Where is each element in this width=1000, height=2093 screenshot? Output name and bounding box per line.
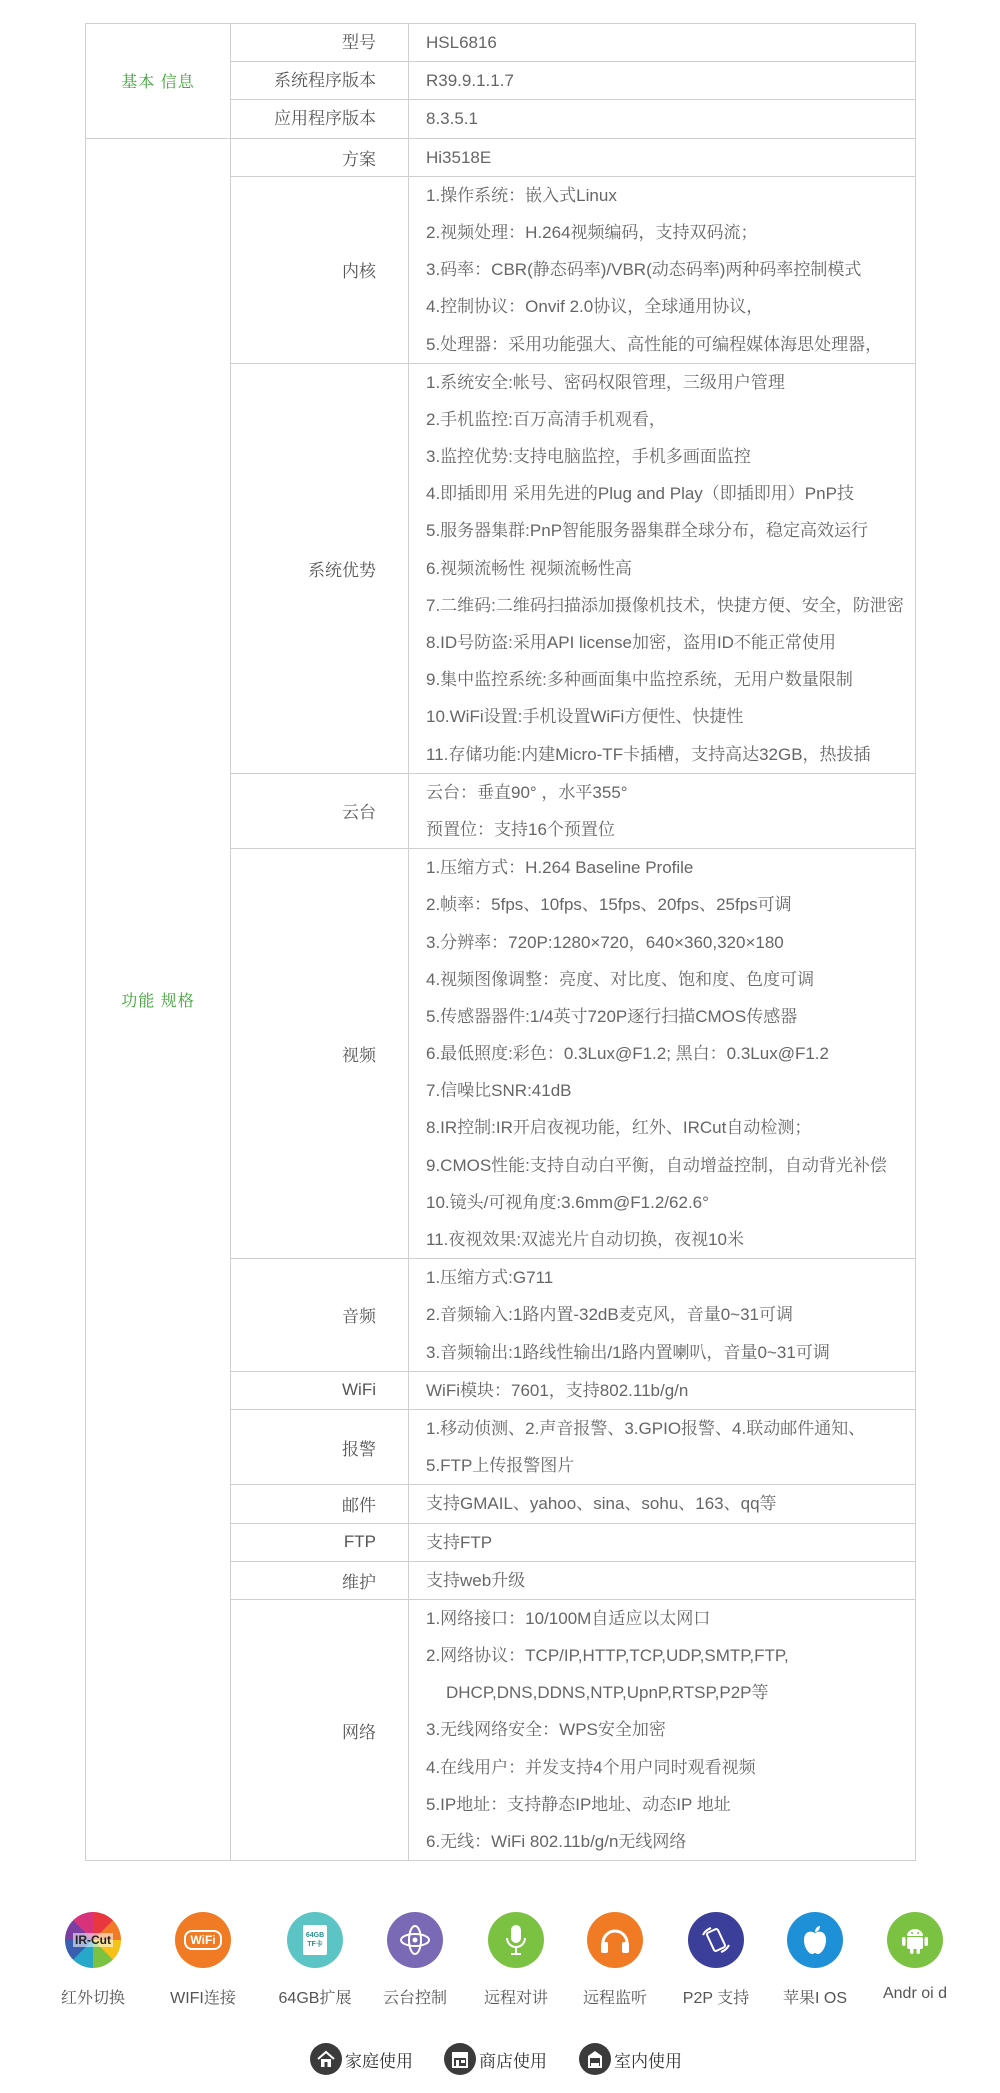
spec-label-text: WiFi [342,1380,376,1400]
spec-value-line: 10.镜头/可视角度:3.6mm@F1.2/62.6° [426,1192,709,1212]
spec-value-line: 8.IR控制:IR开启夜视功能，红外、IRCut自动检测； [426,1118,812,1138]
spec-value [409,24,916,62]
spec-label-text: 系统程序版本 [274,71,376,91]
indoor-icon [579,2043,611,2075]
spec-value-line: 1.压缩方式:G711 [426,1268,554,1288]
spec-value-line: DHCP,DNS,DDNS,NTP,UpnP,RTSP,P2P等 [446,1683,769,1703]
ir-cut-icon-text: IR-Cut [75,1933,111,1947]
spec-label-text: 音频 [342,1307,376,1327]
spec-value [409,1259,916,1372]
feature-label: 苹果I OS [782,1990,847,2007]
spec-label [231,363,409,773]
feature-ios [760,1912,870,2008]
spec-label [231,773,409,848]
spec-label-text: 型号 [342,33,376,52]
spec-value-line: 1.压缩方式：H.264 Baseline Profile [426,858,694,878]
spec-value-line: 2.帧率：5fps、10fps、15fps、20fps、25fps可调 [426,895,792,915]
spec-value-line: 1.网络接口：10/100M自适应以太网口 [426,1608,711,1628]
feature-ptz [360,1912,470,2008]
spec-value [409,1561,916,1599]
feature-android [860,1912,970,2003]
microphone-icon [488,1912,544,1968]
spec-row [86,24,916,62]
spec-label [231,1599,409,1860]
spec-value-line: 支持GMAIL、yahoo、sina、sohu、163、qq等 [426,1494,777,1514]
android-icon [887,1912,943,1968]
spec-value-line: HSL6816 [426,33,497,52]
spec-value [409,100,916,138]
spec-value-line: 1.系统安全:帐号、密码权限管理，三级用户管理 [426,372,785,392]
spec-value-line: 5.FTP上传报警图片 [426,1456,575,1476]
spec-label-text: 维护 [342,1572,376,1592]
ptz-rotate-icon [387,1912,443,1968]
feature-label: 云台控制 [382,1990,447,2007]
spec-value-line: 2.音频输入:1路内置-32dB麦克风，音量0~31可调 [426,1305,794,1325]
spec-value [409,1409,916,1484]
spec-value-line: 2.网络协议：TCP/IP,HTTP,TCP,UDP,SMTP,FTP, [426,1646,789,1666]
use-home [310,2042,413,2076]
spec-value [409,1599,916,1860]
feature-p2p [661,1912,771,2008]
feature-listen [560,1912,670,2008]
headphones-icon [587,1912,643,1968]
spec-value-line: 4.控制协议：Onvif 2.0协议，全球通用协议， [426,297,764,317]
feature-intercom [461,1912,571,2008]
spec-value-line: 3.监控优势:支持电脑监控，手机多画面监控 [426,447,751,467]
spec-value-line: 10.WiFi设置:手机设置WiFi方便性、快捷性 [426,707,744,727]
use-label: 家庭使用 [345,2051,413,2071]
feature-label: 远程监听 [582,1990,647,2007]
spec-label-text: 系统优势 [308,560,376,580]
spec-table [85,23,916,1861]
spec-value-line: 9.CMOS性能:支持自动白平衡，自动增益控制，自动背光补偿 [426,1155,887,1175]
feature-wifi [148,1912,258,2008]
spec-label-text: 视频 [342,1046,376,1066]
spec-label-text: 方案 [342,149,376,169]
spec-label [231,1371,409,1409]
feature-label: Andr oi d [882,1985,948,2002]
spec-value [409,363,916,773]
spec-row [86,138,916,176]
spec-value-line: 2.视频处理：H.264视频编码，支持双码流； [426,222,758,242]
sd-card-icon-text: 64GB TF卡 [305,1932,325,1948]
feature-label: 红外切换 [60,1990,125,2007]
feature-label: WIFI连接 [170,1990,236,2007]
wifi-icon [175,1912,231,1968]
spec-value-line: 1.移动侦测、2.声音报警、3.GPIO报警、4.联动邮件通知、 [426,1418,866,1438]
spec-label-text: FTP [343,1532,376,1552]
spec-value-line: 7.二维码:二维码扫描添加摄像机技术，快捷方便、安全，防泄密 [426,595,904,615]
spec-value-line: 云台：垂直90° ，水平355° [426,782,628,802]
section-functional-spec: 功能 规格 [86,138,231,1861]
spec-label-text: 应用程序版本 [274,109,376,129]
spec-value-line: 6.最低照度:彩色：0.3Lux@F1.2; 黑白：0.3Lux@F1.2 [426,1044,829,1064]
spec-value [409,1485,916,1523]
spec-value [409,773,916,848]
spec-label [231,62,409,100]
spec-label [231,1523,409,1561]
spec-value-line: 4.视频图像调整：亮度、对比度、饱和度、色度可调 [426,969,815,989]
spec-value-line: 3.无线网络安全：WPS安全加密 [426,1720,666,1740]
spec-value [409,849,916,1259]
spec-value-line: 1.操作系统：嵌入式Linux [426,185,617,205]
spec-value-line: 4.在线用户：并发支持4个用户同时观看视频 [426,1757,756,1777]
spec-value-line: 3.音频输出:1路线性输出/1路内置喇叭，音量0~31可调 [426,1342,830,1362]
spec-value-line: 5.服务器集群:PnP智能服务器集群全球分布，稳定高效运行 [426,521,869,541]
spec-value [409,176,916,363]
spec-label [231,138,409,176]
home-icon [310,2043,342,2075]
spec-value-line: Hi3518E [426,147,492,167]
spec-value-line: 4.即插即用 采用先进的Plug and Play（即插即用）PnP技 [426,484,854,504]
spec-value [409,62,916,100]
shop-icon [444,2043,476,2075]
spec-label [231,100,409,138]
spec-value-line: 8.ID号防盗:采用API license加密，盗用ID不能正常使用 [426,633,836,652]
spec-value [409,1523,916,1561]
wifi-icon-text: WiFi [184,1930,221,1950]
spec-value-line: 9.集中监控系统:多种画面集中监控系统，无用户数量限制 [426,670,853,690]
use-indoor [579,2042,682,2076]
feature-64gb [260,1912,370,2008]
ir-cut-icon [65,1912,121,1968]
spec-label-text: 报警 [342,1439,376,1459]
spec-label-text: 网络 [342,1722,376,1742]
spec-value-line: 11.夜视效果:双滤光片自动切换，夜视10米 [426,1230,745,1249]
feature-ir-cut [38,1912,148,2008]
sd-card-icon [287,1912,343,1968]
feature-label: P2P 支持 [682,1990,750,2007]
feature-label: 64GB扩展 [278,1990,352,2007]
spec-label [231,1409,409,1484]
spec-value-line: 5.传感器器件:1/4英寸720P逐行扫描CMOS传感器 [426,1006,798,1026]
use-shop [444,2042,547,2076]
spec-value-line: 支持web升级 [426,1570,526,1590]
spec-label [231,849,409,1259]
spec-value-line: 8.3.5.1 [426,109,478,129]
spec-value-line: 11.存储功能:内建Micro-TF卡插槽，支持高达32GB，热拔插 [426,744,871,764]
spec-value-line: 2.手机监控:百万高清手机观看， [426,409,666,429]
spec-label [231,1485,409,1523]
spec-value-line: 5.IP地址：支持静态IP地址、动态IP 地址 [426,1794,731,1814]
spec-value-line: 5.处理器：采用功能强大、高性能的可编程媒体海思处理器， [426,334,883,354]
spec-label [231,1561,409,1599]
spec-value-line: 6.无线：WiFi 802.11b/g/n无线网络 [426,1832,687,1851]
spec-value-line: 6.视频流畅性 视频流畅性高 [426,558,632,578]
apple-icon [787,1912,843,1968]
spec-value-line: WiFi模块：7601，支持802.11b/g/n [426,1380,689,1400]
spec-value-line: 3.分辨率：720P:1280×720，640×360,320×180 [426,932,784,952]
spec-label-text: 邮件 [342,1496,376,1516]
use-label: 室内使用 [614,2051,682,2071]
spec-value-line: 3.码率：CBR(静态码率)/VBR(动态码率)两种码率控制模式 [426,260,862,280]
spec-label-text: 云台 [342,803,376,823]
use-label: 商店使用 [479,2051,547,2071]
spec-value-line: 7.信噪比SNR:41dB [426,1081,572,1101]
feature-label: 远程对讲 [483,1990,548,2007]
spec-value-line: R39.9.1.1.7 [426,71,514,91]
spec-value-line: 预置位：支持16个预置位 [426,819,615,839]
section-basic-info: 基本 信息 [86,24,231,139]
spec-label [231,1259,409,1372]
p2p-phone-icon [688,1912,744,1968]
spec-value-line: 支持FTP [426,1532,493,1552]
spec-label-text: 内核 [342,262,376,282]
spec-value [409,138,916,176]
spec-label [231,176,409,363]
spec-value [409,1371,916,1409]
spec-label [231,24,409,62]
